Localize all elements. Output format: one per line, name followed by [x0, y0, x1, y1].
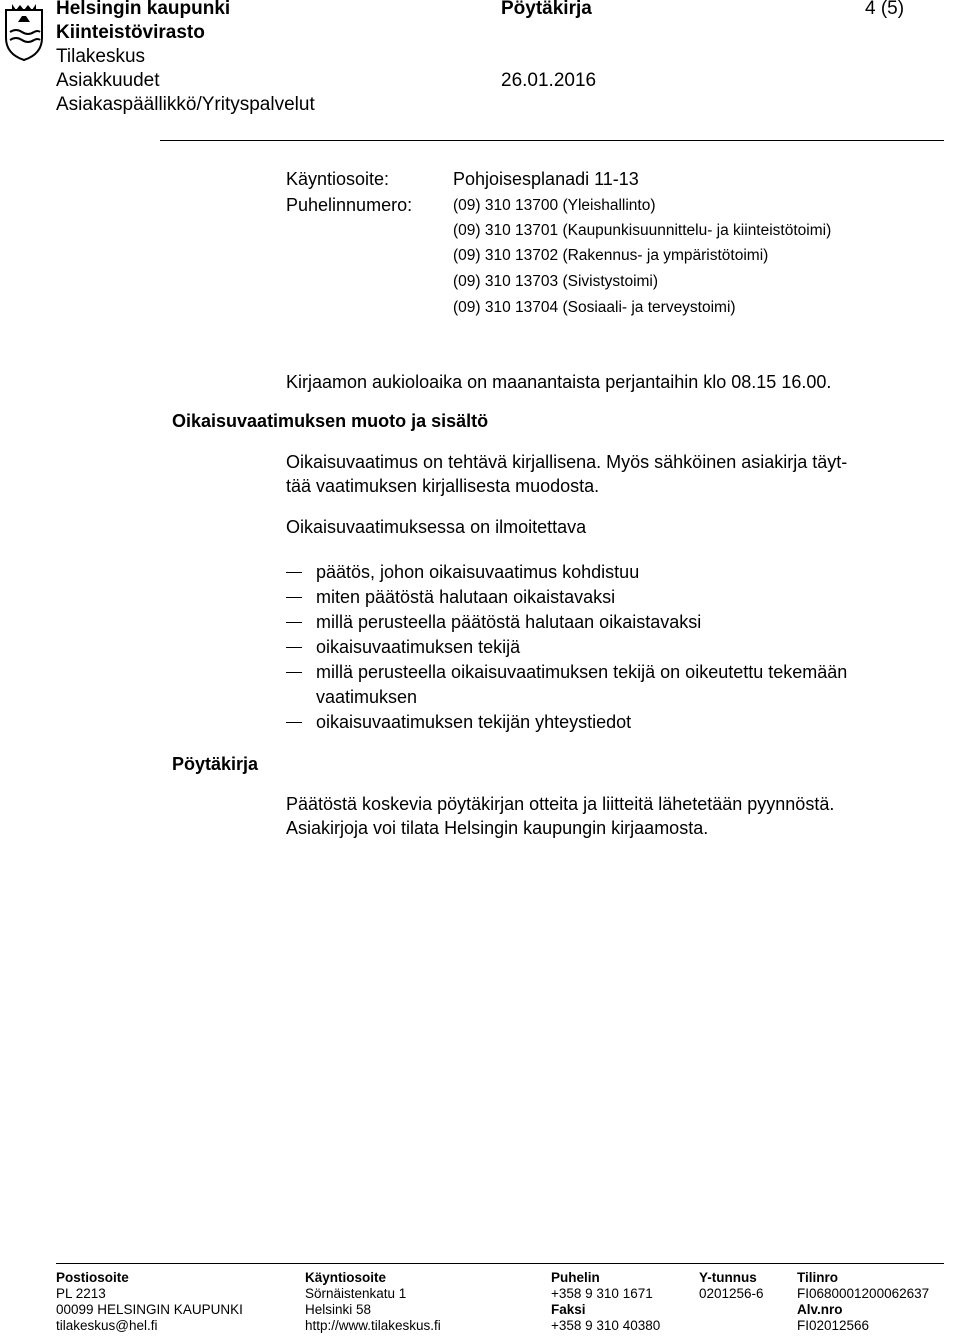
dash-bullet-icon — [286, 597, 302, 598]
dash-bullet-icon — [286, 622, 302, 623]
footer-email: tilakeskus@hel.fi — [56, 1318, 158, 1333]
phone-label: Puhelinnumero: — [286, 195, 413, 215]
footer-label: Postiosoite — [56, 1270, 129, 1285]
phone-line: (09) 310 13701 (Kaupunkisuunnittelu- ja kiinteistötoimi) — [453, 222, 832, 239]
footer-postal: Postiosoite PL 2213 00099 HELSINGIN KAUPUNKI tilakeskus@hel.fi — [56, 1270, 243, 1333]
dash-bullet-icon — [286, 647, 302, 648]
dash-bullet-icon — [286, 722, 302, 723]
helsinki-coat-of-arms-logo — [2, 2, 46, 62]
footer-label: Käyntiosoite — [305, 1270, 387, 1285]
form-requirements-intro: Oikaisuvaatimuksessa on ilmoitettava — [286, 517, 587, 537]
requirements-list — [286, 560, 946, 735]
address-value: Pohjoisesplanadi 11-13 — [453, 169, 639, 189]
phone-line: (09) 310 13702 (Rakennus- ja ympäristötoimi) — [453, 247, 769, 264]
minutes-line: Asiakirjoja voi tilata Helsingin kaupungin kirjaamosta. — [286, 818, 709, 838]
dash-bullet-icon — [286, 572, 302, 573]
list-item: päätös, johon oikaisuvaatimus kohdistuu — [286, 560, 946, 585]
org-unit: Tilakeskus — [56, 46, 146, 67]
list-item: oikaisuvaatimuksen tekijän yhteystiedot — [286, 710, 946, 735]
section-heading-form: Oikaisuvaatimuksen muoto ja sisältö — [172, 411, 489, 431]
footer-ytunnus: Y-tunnus 0201256-6 — [699, 1270, 764, 1301]
footer-label: Tilinro — [797, 1270, 839, 1285]
footer-label: Y-tunnus — [699, 1270, 757, 1285]
doc-type: Pöytäkirja — [501, 0, 592, 19]
minutes-line: Päätöstä koskevia pöytäkirjan otteita ja liitteitä lähetetään pyynnöstä. — [286, 794, 835, 814]
phone-line: (09) 310 13700 (Yleishallinto) — [453, 197, 656, 214]
footer-visit: Käyntiosoite Sörnäistenkatu 1 Helsinki 58 http://www.tilakeskus.fi — [305, 1270, 441, 1333]
org-role: Asiakaspäällikkö/Yrityspalvelut — [56, 94, 315, 115]
address-label: Käyntiosoite: — [286, 169, 390, 189]
phone-line: (09) 310 13703 (Sivistystoimi) — [453, 273, 659, 290]
footer-website: http://www.tilakeskus.fi — [305, 1318, 441, 1333]
footer-label: Faksi — [551, 1302, 586, 1317]
phone-line: (09) 310 13704 (Sosiaali- ja terveystoimi) — [453, 299, 736, 316]
list-item: miten päätöstä halutaan oikaistavaksi — [286, 585, 946, 610]
dash-bullet-icon — [286, 672, 302, 673]
footer-label: Alv.nro — [797, 1302, 843, 1317]
footer-account: Tilinro FI0680001200062637 Alv.nro FI02012566 — [797, 1270, 930, 1333]
list-item: oikaisuvaatimuksen tekijä — [286, 635, 946, 660]
header-divider — [160, 140, 944, 141]
org-name: Helsingin kaupunki — [56, 0, 231, 19]
list-item: millä perusteella päätöstä halutaan oikaistavaksi — [286, 610, 946, 635]
list-item-continuation: vaatimuksen — [316, 686, 418, 707]
form-paragraph-line: Oikaisuvaatimus on tehtävä kirjallisena. Myös sähköinen asiakirja täyt- — [286, 452, 848, 472]
list-item: millä perusteella oikaisuvaatimuksen tekijä on oikeutettu tekemään vaatimuksen — [286, 660, 946, 709]
footer-divider — [56, 1263, 944, 1264]
office-hours: Kirjaamon aukioloaika on maanantaista perjantaihin klo 08.15 16.00. — [286, 372, 832, 392]
section-heading-minutes: Pöytäkirja — [172, 754, 259, 774]
footer-phone: Puhelin +358 9 310 1671 Faksi +358 9 310 40380 — [551, 1270, 661, 1333]
doc-date: 26.01.2016 — [501, 70, 597, 91]
footer-label: Puhelin — [551, 1270, 600, 1285]
org-department: Kiinteistövirasto — [56, 22, 205, 43]
org-subunit: Asiakkuudet — [56, 70, 160, 91]
form-paragraph-line: tää vaatimuksen kirjallisesta muodosta. — [286, 476, 600, 496]
page-number: 4 (5) — [865, 0, 905, 19]
